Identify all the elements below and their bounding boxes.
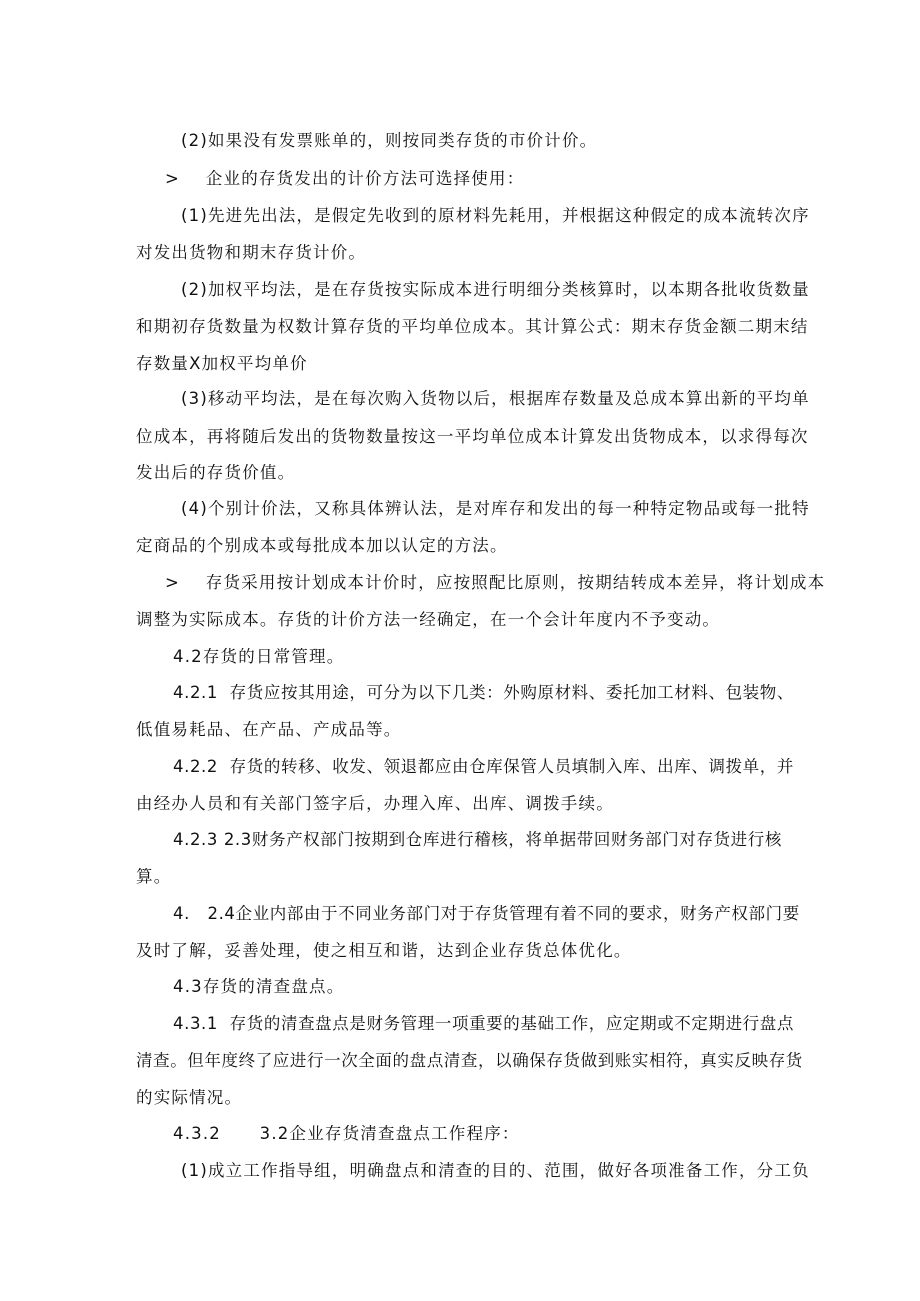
text-line-08: (3)移动平均法，是在每次购入货物以后，根据库存数量及总成本算出新的平均单 — [181, 389, 810, 408]
text-line-16: 4.2.1 存货应按其用途，可分为以下几类：外购原材料、委托加工材料、包装物、 — [173, 683, 794, 702]
text-line-15: 4.2存货的日常管理。 — [173, 647, 345, 666]
text-line-14: 调整为实际成本。存货的计价方法一经确定，在一个会计年度内不予变动。 — [136, 610, 721, 629]
text-line-02: > 企业的存货发出的计价方法可选择使用： — [165, 169, 525, 188]
text-line-21: 算。 — [136, 867, 172, 886]
text-line-03: (1)先进先出法，是假定先收到的原材料先耗用，并根据这种假定的成本流转次序 — [181, 206, 810, 225]
text-line-27: 的实际情况。 — [136, 1088, 243, 1107]
text-line-10: 发出后的存货价值。 — [136, 463, 296, 482]
text-line-05: (2)加权平均法，是在存货按实际成本进行明细分类核算时，以本期各批收货数量 — [181, 280, 810, 299]
text-line-17: 低值易耗品、在产品、产成品等。 — [136, 720, 402, 739]
text-line-01: (2)如果没有发票账单的，则按同类存货的市价计价。 — [181, 131, 598, 150]
text-line-18: 4.2.2 存货的转移、收发、领退都应由仓库保管人员填制入库、出库、调拨单，并 — [173, 757, 794, 776]
text-line-04: 对发出货物和期末存货计价。 — [136, 243, 367, 262]
text-line-09: 位成本，再将随后发出的货物数量按这一平均单位成本计算发出货物成本，以求得每次 — [136, 427, 809, 446]
text-line-29: (1)成立工作指导组，明确盘点和清查的目的、范围，做好各项准备工作，分工负 — [181, 1161, 810, 1180]
text-line-22: 4. 2.4企业内部由于不同业务部门对于存货管理有着不同的要求，财务产权部门要 — [173, 904, 800, 923]
text-line-28: 4.3.2 3.2企业存货清查盘点工作程序： — [173, 1124, 520, 1143]
text-line-24: 4.3存货的清查盘点。 — [173, 977, 345, 996]
text-line-11: (4)个别计价法，又称具体辨认法，是对库存和发出的每一种特定物品或每一批特 — [181, 499, 810, 518]
text-line-12: 定商品的个别成本或每批成本加以认定的方法。 — [136, 536, 508, 555]
text-line-20: 4.2.3 2.3财务产权部门按期到仓库进行稽核，将单据带回财务部门对存货进行核 — [173, 830, 782, 849]
text-line-07: 存数量X加权平均单价 — [136, 354, 308, 373]
text-line-13: > 存货采用按计划成本计价时，应按照配比原则，按期结转成本差异，将计划成本 — [165, 573, 826, 592]
text-line-26: 清查。但年度终了应进行一次全面的盘点清查，以确保存货做到账实相符，真实反映存货 — [136, 1051, 803, 1070]
text-line-23: 及时了解，妥善处理，使之相互和谐，达到企业存货总体优化。 — [136, 941, 632, 960]
text-line-06: 和期初存货数量为权数计算存货的平均单位成本。其计算公式：期末存货金额二期末结 — [136, 317, 809, 336]
text-line-25: 4.3.1 存货的清查盘点是财务管理一项重要的基础工作，应定期或不定期进行盘点 — [173, 1014, 794, 1033]
text-line-19: 由经办人员和有关部门签字后，办理入库、出库、调拨手续。 — [136, 794, 614, 813]
